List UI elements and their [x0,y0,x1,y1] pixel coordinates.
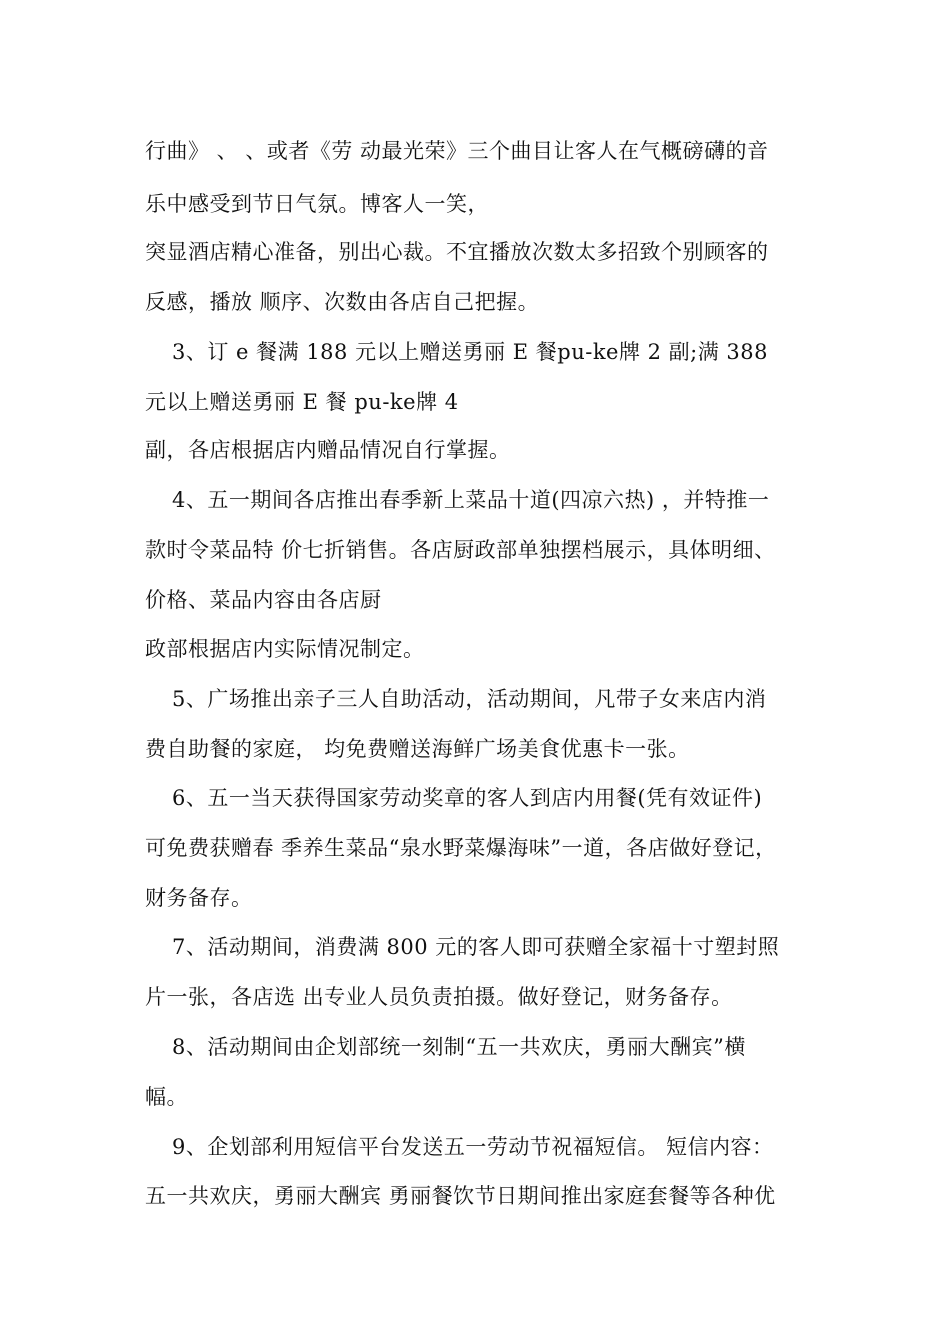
text-line: 幅。 [145,1085,188,1109]
text-line: 7、活动期间，消费满 800 元的客人即可获赠全家福十寸塑封照 [172,935,780,959]
text-line: 反感，播放 顺序、次数由各店自己把握。 [145,290,540,314]
text-line: 行曲》 、 、或者《劳 动最光荣》三个曲目让客人在气概磅礴的音 [145,139,769,163]
text-line: 乐中感受到节日气氛。博客人一笑， [145,192,489,216]
text-line: 4、五一期间各店推出春季新上菜品十道(四凉六热) ，并特推一 [172,488,770,512]
text-line: 五一共欢庆，勇丽大酬宾 勇丽餐饮节日期间推出家庭套餐等各种优 [145,1184,776,1208]
text-line: 3、订 e 餐满 188 元以上赠送勇丽 E 餐pu-ke牌 2 副;满 388 [172,340,769,364]
text-line: 9、企划部利用短信平台发送五一劳动节祝福短信。 短信内容： [172,1135,774,1159]
text-line: 元以上赠送勇丽 E 餐 pu-ke牌 4 [145,390,459,414]
text-line: 片一张，各店选 出专业人员负责拍摄。做好登记，财务备存。 [145,985,733,1009]
text-line: 政部根据店内实际情况制定。 [145,637,425,661]
text-line: 突显酒店精心准备，别出心裁。不宜播放次数太多招致个别顾客的 [145,240,769,264]
text-line: 款时令菜品特 价七折销售。各店厨政部单独摆档展示，具体明细、 [145,538,776,562]
text-line: 8、活动期间由企划部统一刻制“五一共欢庆，勇丽大酬宾”横 [172,1035,746,1059]
text-line: 价格、菜品内容由各店厨 [145,588,382,612]
text-line: 5、广场推出亲子三人自助活动，活动期间，凡带子女来店内消 [172,687,767,711]
text-line: 可免费获赠春 季养生菜品“泉水野菜爆海味”一道，各店做好登记， [145,836,777,860]
text-line: 6、五一当天获得国家劳动奖章的客人到店内用餐(凭有效证件) [172,786,763,810]
text-line: 财务备存。 [145,886,253,910]
text-line: 副，各店根据店内赠品情况自行掌握。 [145,438,511,462]
text-line: 费自助餐的家庭， 均免费赠送海鲜广场美食优惠卡一张。 [145,737,690,761]
